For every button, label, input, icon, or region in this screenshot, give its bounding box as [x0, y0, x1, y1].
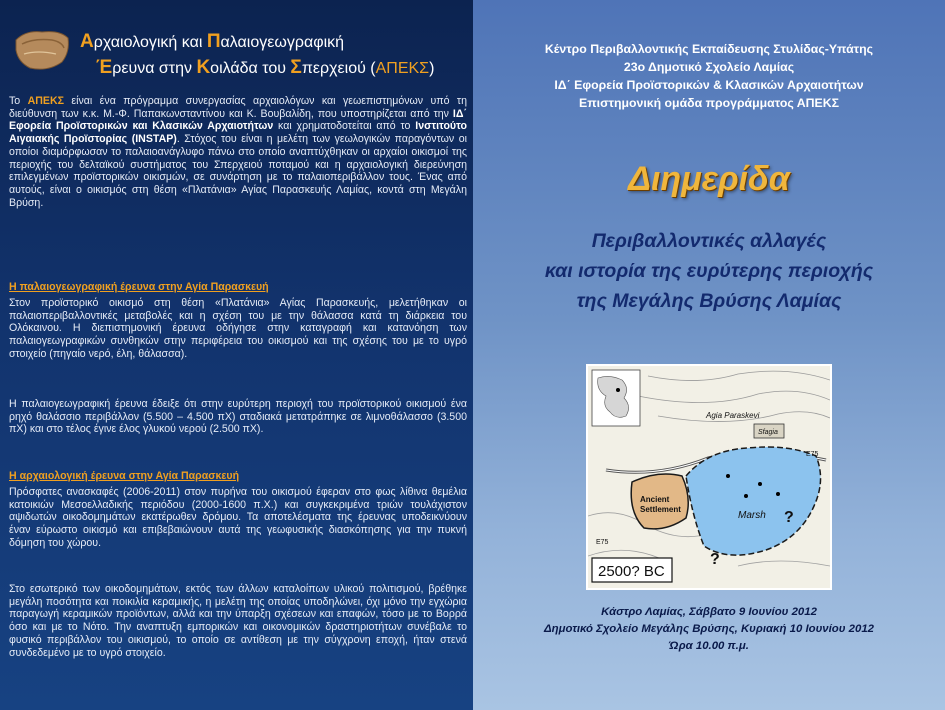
subtitle-line-2: και ιστορία της ευρύτερης περιοχής — [544, 260, 874, 282]
pottery-sherd-image — [12, 26, 72, 74]
right-panel — [473, 0, 945, 710]
question-mark-2: ? — [710, 551, 720, 568]
settlement-label-line-1: Ancient — [640, 495, 670, 504]
subtitle-line-3: της Μεγάλης Βρύσης Λαμίας — [576, 290, 842, 312]
question-mark-1: ? — [784, 509, 794, 526]
site-map — [586, 364, 832, 590]
section-heading-paleogeography: Η παλαιογεωγραφική έρευνα στην Αγία Παρασκευή — [9, 281, 269, 293]
organizer-4: Επιστημονική ομάδα προγράμματος ΑΠΕΚΣ — [579, 96, 839, 110]
event-title: Διημερίδα — [628, 160, 790, 198]
road-label-e75-right: E75 — [806, 451, 819, 458]
organizer-1: Κέντρο Περιβαλλοντικής Εκπαίδευσης Στυλίδας-Υπάτης — [544, 42, 874, 56]
paleogeography-paragraph-1: Στον προϊστορικό οικισμό στη θέση «Πλατάνια» Αγίας Παρασκευής, μελετήθηκαν οι παλαιοπεριβαλλοντικές μεταβολές και η σχέση του με την θάλασσα κατά τη διάρκεια του Ολόκαινου. Η διεπιστημονική έρευνα οδήγησε στην καταγραφή και κατανόηση των παλαιογεωγραφικών συνθηκών στην περιφέρεια του οικισμού και της σχέσης του με το υγρό στοιχείο (πηγαίο νερό, έλη, θάλασσα). — [9, 297, 467, 360]
event-day-1: Κάστρο Λαμίας, Σάββατο 9 Ιουνίου 2012 — [601, 606, 817, 618]
paleogeography-paragraph-2: Η παλαιογεωγραφική έρευνα έδειξε ότι στην ευρύτερη περιοχή του προϊστορικού οικισμού ένα ρηχό θαλάσσιο περιβάλλον (5.500 – 4.500 πΧ) σταδιακά μετατράπηκε σε λιμνοθάλασσο (3.500 πΧ) και στο τέλος έγινε έλος γλυκού νερού (2.500 πΧ). — [9, 398, 467, 436]
event-details — [473, 604, 945, 655]
organizers-list — [473, 40, 945, 112]
organizer-2: 23ο Δημοτικό Σχολείο Λαμίας — [623, 60, 795, 74]
main-title-line-1: Αρχαιολογική και Παλαιογεωγραφική — [80, 31, 345, 52]
road-label-e75-left: E75 — [596, 539, 609, 546]
event-day-2: Δημοτικό Σχολείο Μεγάλης Βρύσης, Κυριακή 10 Ιουνίου 2012 — [543, 623, 875, 635]
intro-paragraph: Το ΑΠΕΚΣ είναι ένα πρόγραμμα συνεργασίας αρχαιολόγων και γεωεπιστημόνων υπό τη διεύθυνση των κ.κ. Μ.-Φ. Παπακωνσταντίνου και Κ. Βουβαλίδη, που υποστηρίζεται από την ΙΔ΄ Εφορεία Προϊστορικών και Κλασικών Αρχαιοτήτων και χρηματοδοτείται από το Ινστιτούτο Αιγαιακής Προϊστορίας (INSTAP). Στόχος του είναι η μελέτη των γεωλογικών παραγόντων οι οποίοι διαμόρφωσαν το παλαιοανάγλυφο πάνω στο οποίο αναπτύχθηκαν οι αρχαίοι οικισμοί της περιοχής του δελταϊκού συστήματος του Σπερχειού ποταμού και η αρχαιολογική διερεύνηση επιλεγμένων προϊστορικών οικισμών, σε συνάρτηση με το παλαιοπεριβάλλον τους. Ένας από αυτούς, είναι ο οικισμός στη θέση «Πλατάνια» Αγίας Παρασκευής Λαμίας, κοντά στη Μεγάλη Βρύση. — [9, 95, 467, 209]
marsh-label: Marsh — [738, 510, 766, 521]
archaeology-paragraph-1: Πρόσφατες ανασκαφές (2006-2011) στον πυρήνα του οικισμού έφεραν στο φως λίθινα θεμέλια κατοικιών Μεσοελλαδικής περιόδου (2000-1600 π.Χ.) και συγκεκριμένα τριών τουλάχιστον αψιδωτών οικοδομημάτων εκατέρωθεν δρόμου. Τα αποτελέσματα της έρευνας υποδεικνύουν έναν εύρωστο οικισμό και επιβεβαιώνουν αυτά της γεωφυσικής διασκόπησης για την πυκνή δόμηση του χώρου. — [9, 486, 467, 549]
date-label: 2500? BC — [598, 563, 665, 580]
organizer-3: ΙΔ΄ Εφορεία Προϊστορικών & Κλασικών Αρχαιοτήτων — [554, 78, 864, 92]
main-title-line-2: Έρευνα στην Κοιλάδα του Σπερχειού (ΑΠΕΚΣ) — [96, 57, 435, 78]
event-subtitle — [473, 226, 945, 316]
subtitle-line-1: Περιβαλλοντικές αλλαγές — [591, 230, 827, 252]
settlement-label-line-2: Settlement — [640, 505, 681, 514]
map-place-label: Agia Paraskevi — [706, 411, 760, 420]
event-time: Ώρα 10.00 π.μ. — [669, 640, 749, 652]
archaeology-paragraph-2: Στο εσωτερικό των οικοδομημάτων, εκτός των άλλων καταλοίπων υλικού πολιτισμού, βρέθηκε μεγάλη ποσότητα και ποικιλία κεραμικής, η μελέτη της οποίας υποδηλώνει, όχι μόνο την εγχώρια παραγωγή κεραμικών προϊόντων, αλλά και την ύπαρξη σχέσεων και επαφών, τόσο με το Βορρά όσο και με το Νότο. Την αναπτυξη εμπορικών και οικονομικών δραστηριοτήτων συνέβαλε το φυσικό περιβάλλον του οικισμού, το οποίο σε αντίθεση με την σύγχρονη εποχή, ήταν στενά συνδεδεμένο με το υγρό στοιχείο. — [9, 583, 467, 659]
map-site-label: Sfagia — [758, 429, 778, 436]
section-heading-archaeology: Η αρχαιολογική έρευνα στην Αγία Παρασκευή — [9, 470, 240, 482]
